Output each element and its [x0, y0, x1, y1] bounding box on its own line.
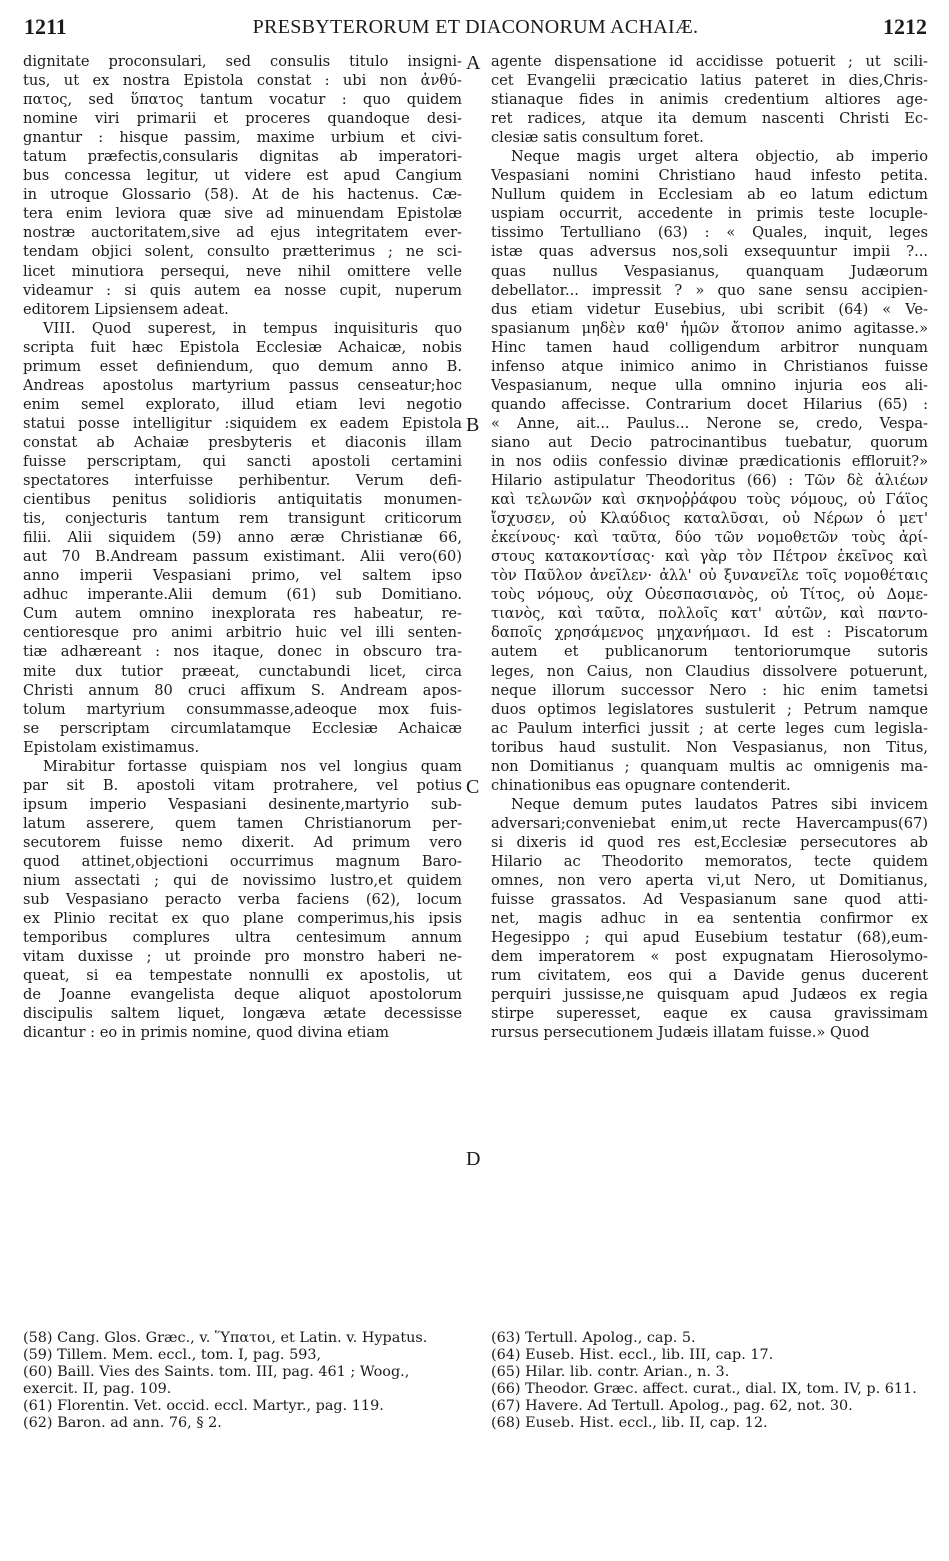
text-line: par sit B. apostoli vitam protrahere, vel potius — [23, 776, 462, 794]
text-line: ret radices, atque ita demum nascenti Christi Ec- — [491, 110, 928, 128]
text-line: τιανὸς, καὶ ταῦτα, πολλοῖς κατ' αὐτῶν, καὶ παντο- — [491, 605, 928, 623]
footnote: (68) Euseb. Hist. eccl., lib. II, cap. 12. — [491, 1414, 768, 1431]
text-line: neque illorum successor Nero : hic enim tametsi — [491, 681, 928, 699]
text-line: ipsum imperio Vespasiani desinente,martyrio sub- — [23, 795, 462, 813]
footnote: (62) Baron. ad ann. 76, § 2. — [23, 1414, 222, 1431]
text-line: tis, conjecturis tantum rem transigunt criticorum — [23, 510, 462, 528]
text-line: secutorem fuisse nemo dixerit. Ad primum vero — [23, 833, 462, 851]
page-header — [24, 14, 927, 44]
text-line: dus etiam videtur Eusebius, ubi scribit (64) « Ve- — [491, 300, 928, 318]
text-line: enim semel explorato, illud etiam levi negotio — [23, 395, 462, 413]
text-line: sub Vespasiano peracto verba faciens (62), locum — [23, 891, 462, 909]
text-line: scripta fuit hæc Epistola Ecclesiæ Achaicæ, nobis — [23, 338, 462, 356]
footnotes-right — [491, 1330, 928, 1431]
text-line: aut 70 B.Andream passum existimant. Alii vero(60) — [23, 548, 462, 566]
text-line: agente dispensatione id accidisse potuerit ; ut scili- — [491, 53, 928, 70]
text-line: quando affecisse. Contrarium docet Hilarius (65) : — [491, 395, 928, 413]
text-line: duos optimos legislatores sustulerit ; Petrum namque — [491, 700, 928, 718]
text-line: anno imperii Vespasiani primo, vel saltem ipso — [23, 567, 462, 585]
text-line: licet minutiora persequi, neve nihil omittere velle — [23, 262, 462, 280]
text-line: vitam duxisse ; ut proinde pro monstro haberi ne- — [23, 948, 462, 966]
text-line: Vespasiani nomini Christiano haud infesto petita. — [491, 167, 928, 185]
text-line: Hinc tamen haud colligendum arbitror nunquam — [491, 338, 928, 356]
text-line: ἐκείνους· καὶ ταῦτα, δύο τῶν νομοθετῶν τοὺς ἀρί- — [491, 529, 928, 547]
text-line: primum esset definiendum, quo demum anno B. — [23, 357, 462, 375]
text-line: infenso atque inimico animo in Christianos fuisse — [491, 357, 928, 375]
page-number-right: 1212 — [883, 14, 927, 39]
text-line: tiæ adhæreant : nos itaque, donec in obscuro tra- — [23, 643, 462, 661]
text-line: autem et publicanorum tentoriorumque sutoris — [491, 643, 928, 661]
right-column — [491, 52, 928, 1042]
text-line: dicantur : eo in primis nomine, quod divina etiam — [23, 1024, 389, 1042]
text-line: omnes, non vero aperta vi,ut Nero, ut Domitianus, — [491, 872, 928, 890]
section-marker-b: B — [466, 414, 480, 436]
text-line: bus concessa legitur, ut videre est apud Cangium — [23, 167, 462, 185]
text-line: in nos odiis confessio divinæ prædicationis effloruit?» — [491, 452, 928, 470]
footnote: (66) Theodor. Græc. affect. curat., dial. IX, tom. IV, p. 611. — [491, 1380, 917, 1397]
text-line: clesiæ satis consultum foret. — [491, 129, 704, 147]
text-line: cientibus penitus solidioris antiquitatis monumen- — [23, 491, 462, 509]
footnote: (67) Havere. Ad Tertull. Apolog., pag. 62, not. 30. — [491, 1397, 853, 1414]
text-line: nomine viri primarii et proceres quandoque desi- — [23, 110, 462, 128]
text-line: centioresque pro animi arbitrio huic vel illi senten- — [23, 624, 462, 642]
text-line: nium assectati ; qui de novissimo lustro,et quidem — [23, 872, 462, 890]
text-line: « Anne, ait... Paulus... Nerone se, credo, Vespa- — [491, 414, 928, 432]
text-line: net, magis adhuc in ea sententia confirmor ex — [491, 910, 928, 928]
section-marker-d: D — [466, 1148, 481, 1170]
text-line: dignitate proconsulari, sed consulis titulo insigni- — [23, 53, 462, 70]
text-line: adversari;conveniebat enim,ut recte Havercampus(67) — [491, 814, 928, 832]
text-line: quas nullus Vespasianus, quanquam Judæorum — [491, 262, 928, 280]
text-line: nostræ auctoritatem,sive ad ejus integritatem ever- — [23, 224, 462, 242]
footnote: (61) Florentin. Vet. occid. eccl. Martyr., pag. 119. — [23, 1397, 384, 1414]
text-line: Hegesippo ; qui apud Eusebium testatur (68),eum- — [491, 929, 928, 947]
text-line: Vespasianum, neque ulla omnino injuria eos ali- — [491, 376, 928, 394]
text-line: spectatores interfuisse perhibentur. Verum defi- — [23, 472, 462, 490]
text-line: constat ab Achaiæ presbyteris et diaconis illam — [23, 433, 462, 451]
running-title: PRESBYTERORUM ET DIACONORUM ACHAIÆ. — [252, 16, 699, 38]
text-line: videamur : si quis autem ea nosse cupit, nuperum — [23, 281, 462, 299]
text-line: cet Evangelii præcicatio latius pateret in dies,Chris- — [491, 72, 928, 90]
text-line: latum asserere, quem tamen Christianorum per- — [23, 814, 462, 832]
text-line: fuisse perscriptam, qui sancti apostoli certamini — [23, 452, 462, 470]
text-line: Andreas apostolus martyrium passus censeatur;hoc — [23, 376, 462, 394]
text-line: tatum præfectis,consularis dignitas ab imperatori- — [23, 148, 462, 166]
text-line: discipulis saltem liquet, longæva ætate decessisse — [23, 1005, 462, 1023]
left-column — [23, 52, 462, 1042]
text-line: rum civitatem, eos qui a Davide genus ducerent — [491, 967, 928, 985]
text-line: Cum autem omnino inexplorata res habeatur, re- — [23, 605, 462, 623]
text-line: editorem Lipsiensem adeat. — [23, 300, 229, 318]
text-line: se perscriptam circumlatamque Ecclesiæ Achaicæ — [23, 719, 462, 737]
text-line: δαποῖς χρησάμενος μηχανήμασι. Id est : Piscatorum — [491, 624, 928, 642]
text-line: toribus haud sustulit. Non Vespasianus, non Titus, — [491, 738, 928, 756]
text-line: rursus persecutionem Judæis illatam fuisse.» Quod — [491, 1024, 870, 1042]
text-line: debellator... impressit ? » quo sane sensu accipien- — [491, 281, 928, 299]
text-line: de Joanne evangelista deque aliquot apostolorum — [23, 986, 462, 1004]
footnote: (65) Hilar. lib. contr. Arian., n. 3. — [491, 1363, 730, 1380]
text-line: istæ quas adversus nos,soli exsequuntur impii ?... — [491, 243, 928, 261]
text-line: τοὺς νόμους, οὐχ Οὐεσπασιανὸς, οὐ Τίτος, οὐ Δομε- — [491, 586, 928, 604]
text-line: si dixeris id quod res est,Ecclesiæ persecutores ab — [491, 833, 928, 851]
text-line: τὸν Παῦλον ἀνεῖλεν· ἀλλ' οὐ ξυνανεῖλε τοῖς νομοθέταις — [491, 567, 928, 585]
text-line: mite dux tutior præeat, cunctabundi licet, circa — [23, 662, 462, 680]
footnote: (58) Cang. Glos. Græc., v. Ὕπατοι, et Latin. v. Hypatus. — [23, 1330, 428, 1346]
text-line: tolum martyrium consummasse,adeoque mox fuis- — [23, 700, 462, 718]
text-line: leges, non Caius, non Claudius dissolvere potuerunt, — [491, 662, 928, 680]
text-line: καὶ τελωνῶν καὶ σκηνοῤῥάφου τοὺς νόμους, οὐ Γάϊος — [491, 491, 928, 509]
text-line: queat, si ea tempestate nonnulli ex apostolis, ut — [23, 967, 462, 985]
text-line: Christi annum 80 cruci affixum S. Andream apos- — [23, 681, 462, 699]
text-line: in utroque Glossario (58). At de his hactenus. Cæ- — [23, 186, 462, 204]
section-marker-a: A — [466, 52, 481, 74]
text-line: perquiri jussisse,ne quisquam apud Judæos ex regia — [491, 986, 928, 1004]
section-marker-c: C — [466, 776, 480, 798]
text-line: stianaque fides in animis credentium altiores age- — [491, 91, 928, 109]
text-line: non Domitianus ; quanquam multis ac omnigenis ma- — [491, 757, 928, 775]
text-line: ἴσχυσεν, οὐ Κλαύδιος καταλῦσαι, οὐ Νέρων ὁ μετ' — [491, 510, 928, 528]
footnote: (64) Euseb. Hist. eccl., lib. III, cap. 17. — [491, 1346, 774, 1363]
page-number-left: 1211 — [24, 14, 67, 39]
text-line: πατος, sed ὕπατος tantum vocatur : quo quidem — [23, 91, 462, 109]
text-line: Nullum quidem in Ecclesiam ab eo latum edictum — [491, 186, 928, 204]
text-line: temporibus complures ultra centesimum annum — [23, 929, 462, 947]
text-line: fuisse grassatos. Ad Vespasianum sane quod atti- — [491, 891, 928, 909]
text-line: quod attinet,objectioni occurrimus magnum Baro- — [23, 852, 462, 870]
text-line: tus, ut ex nostra Epistola constat : ubi non ἀνθύ- — [23, 72, 462, 90]
text-line: ac Paulum interfici jussit ; at certe leges cum legisla- — [491, 719, 928, 737]
footnote: (60) Baill. Vies des Saints. tom. III, pag. 461 ; Woog., exercit. II, pag. 109. — [23, 1363, 410, 1397]
text-line: gnantur : hisque passim, maxime urbium et civi- — [23, 129, 462, 147]
text-line: chinationibus eas opugnare contenderit. — [491, 776, 791, 794]
footnotes-left — [23, 1330, 463, 1431]
text-line: uspiam occurrit, accedente in primis teste locuple- — [491, 205, 928, 223]
text-line: adhuc imperante.Alii demum (61) sub Domitiano. — [23, 586, 462, 604]
text-line: filii. Alii siquidem (59) anno æræ Christianæ 66, — [23, 529, 462, 547]
text-line: Epistolam existimamus. — [23, 738, 200, 756]
text-line: dem imperatorem « post expugnatam Hierosolymo- — [491, 948, 928, 966]
text-line: tendam objici solent, consulto prætterimus ; ne sci- — [23, 243, 462, 261]
text-line: Neque demum putes laudatos Patres sibi invicem — [511, 795, 928, 813]
text-line: VIII. Quod superest, in tempus inquisituris quo — [43, 319, 462, 337]
text-line: Neque magis urget altera objectio, ab imperio — [511, 148, 928, 166]
text-line: Hilario ac Theodorito memoratos, tecte quidem — [491, 852, 928, 870]
text-line: tera enim leviora quæ sive ad minuendam Epistolæ — [23, 205, 462, 223]
text-line: Hilario astipulatur Theodoritus (66) : Τῶν δὲ ἁλιέων — [491, 472, 928, 490]
text-line: stirpe superesset, eaque ex causa gravissimam — [491, 1005, 928, 1023]
footnote: (59) Tillem. Mem. eccl., tom. I, pag. 593, — [23, 1346, 322, 1363]
text-line: ex Plinio recitat ex quo plane comperimus,his ipsis — [23, 910, 462, 928]
text-line: στους κατακοντίσας· καὶ γὰρ τὸν Πέτρον ἐκεῖνος καὶ — [491, 548, 928, 566]
text-line: spasianum μηδὲν καθ' ἡμῶν ἄτοπον animo agitasse.» — [491, 319, 928, 337]
text-line: Mirabitur fortasse quispiam nos vel longius quam — [43, 757, 462, 775]
text-line: statui posse intelligitur :siquidem ex eadem Epistola — [23, 414, 462, 432]
footnote: (63) Tertull. Apolog., cap. 5. — [491, 1330, 696, 1346]
text-line: tissimo Tertulliano (63) : « Quales, inquit, leges — [491, 224, 928, 242]
text-line: siano aut Decio patrocinantibus tuebatur, quorum — [491, 433, 928, 451]
